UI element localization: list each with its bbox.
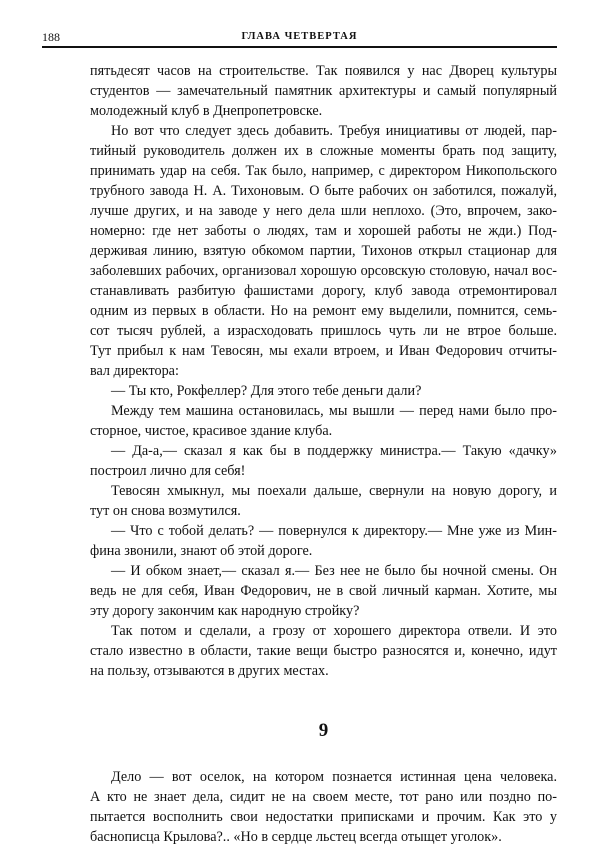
text-line: сот тысяч рублей, а израсходовать пришлось чуть ли не втрое больше. xyxy=(90,323,557,339)
text-line: построил лично для себя! xyxy=(90,463,246,479)
text-line: Тевосян хмыкнул, мы поехали дальше, свернули на новую дорогу, и xyxy=(111,483,557,499)
text-line: фина звонили, знают об этой дороге. xyxy=(90,543,313,559)
text-line: станавливать разбитую фашистами дорогу, клуб завода отремонтировал xyxy=(90,283,557,299)
text-line: эту дорогу закончим как народную стройку? xyxy=(90,603,360,619)
text-line: лучше других, и на заводе у него дела шли неплохо. (Это, впрочем, зако- xyxy=(90,203,557,219)
paragraph xyxy=(90,767,557,847)
text-line: — Что с тобой делать? — повернулся к директору.— Мне уже из Мин- xyxy=(111,523,557,539)
paragraph xyxy=(90,561,557,621)
text-line: вал директора: xyxy=(90,363,179,379)
text-line: Тут прибыл к нам Тевосян, мы ехали втроем, и Иван Федорович отчиты- xyxy=(90,343,557,359)
text-line: тийный руководитель должен их в сложные моменты брать под защиту, xyxy=(90,143,557,159)
text-line: студентов — замечательный памятник архитектуры и самый популярный xyxy=(90,83,557,99)
text-line: пятьдесят часов на строительстве. Так появился у нас Дворец культуры xyxy=(90,63,557,79)
text-line: пытается восполнить свои недостатки приписками и прочим. Как это у xyxy=(90,809,557,825)
text-line: на пользу, отзываются в других местах. xyxy=(90,663,329,679)
paragraph xyxy=(90,381,557,401)
text-line: А кто не знает дела, сидит не на своем месте, тот рано или поздно по- xyxy=(90,789,557,805)
section-number: 9 xyxy=(318,720,329,741)
running-header xyxy=(42,28,557,48)
text-line: одним из первых в области. Но на ремонт ему выделили, помнится, семь- xyxy=(90,303,557,319)
text-line: Но вот что следует здесь добавить. Требуя инициативы от людей, пар- xyxy=(111,123,557,139)
text-line: принимать удар на себя. Так было, например, с директором Никопольского xyxy=(90,163,557,179)
text-line: держивая линию, взятую обкомом партии, Тихонов открыл стационар для xyxy=(90,243,557,259)
page-body xyxy=(90,61,557,847)
paragraph xyxy=(90,121,557,381)
paragraph xyxy=(90,621,557,681)
text-line: — И обком знает,— сказал я.— Без нее не было бы ночной смены. Он xyxy=(111,563,557,579)
running-title: ГЛАВА ЧЕТВЕРТАЯ xyxy=(241,31,358,42)
text-line: стало известно в области, такие вещи быстро разносятся и, конечно, идут xyxy=(90,643,557,659)
text-line: — Ты кто, Рокфеллер? Для этого тебе деньги дали? xyxy=(111,383,422,399)
text-after-section xyxy=(90,767,557,847)
paragraph xyxy=(90,441,557,481)
text-line: Так потом и сделали, а грозу от хорошего директора отвели. И это xyxy=(111,623,557,639)
text-before-section xyxy=(90,61,557,681)
text-line: — Да-а,— сказал я как бы в поддержку министра.— Такую «дачку» xyxy=(111,443,557,459)
text-line: заболевших рабочих, организовал хорошую орсовскую столовую, начал вос- xyxy=(90,263,557,279)
text-line: номерно: где нет заботы о людях, там и хорошей работы не жди.) Под- xyxy=(90,223,557,239)
text-line: молодежный клуб в Днепропетровске. xyxy=(90,103,323,119)
paragraph xyxy=(90,481,557,521)
page-number: 188 xyxy=(42,30,60,44)
paragraph xyxy=(90,521,557,561)
text-line: ведь не для себя, Иван Федорович, не в свой личный карман. Хотите, мы xyxy=(90,583,557,599)
text-line: Между тем машина остановилась, мы вышли — перед нами было про- xyxy=(111,403,557,419)
text-line: сторное, чистое, красивое здание клуба. xyxy=(90,423,333,439)
text-line: Дело — вот оселок, на котором познается истинная цена человека. xyxy=(111,769,557,785)
text-line: баснописца Крылова?.. «Но в сердце льстец всегда отыщет уголок». xyxy=(90,829,502,845)
text-line: трубного завода Н. А. Тихоновым. О быте рабочих он заботился, пожалуй, xyxy=(90,183,557,199)
paragraph xyxy=(90,401,557,441)
paragraph xyxy=(90,61,557,121)
text-line: тут он снова возмутился. xyxy=(90,503,241,519)
